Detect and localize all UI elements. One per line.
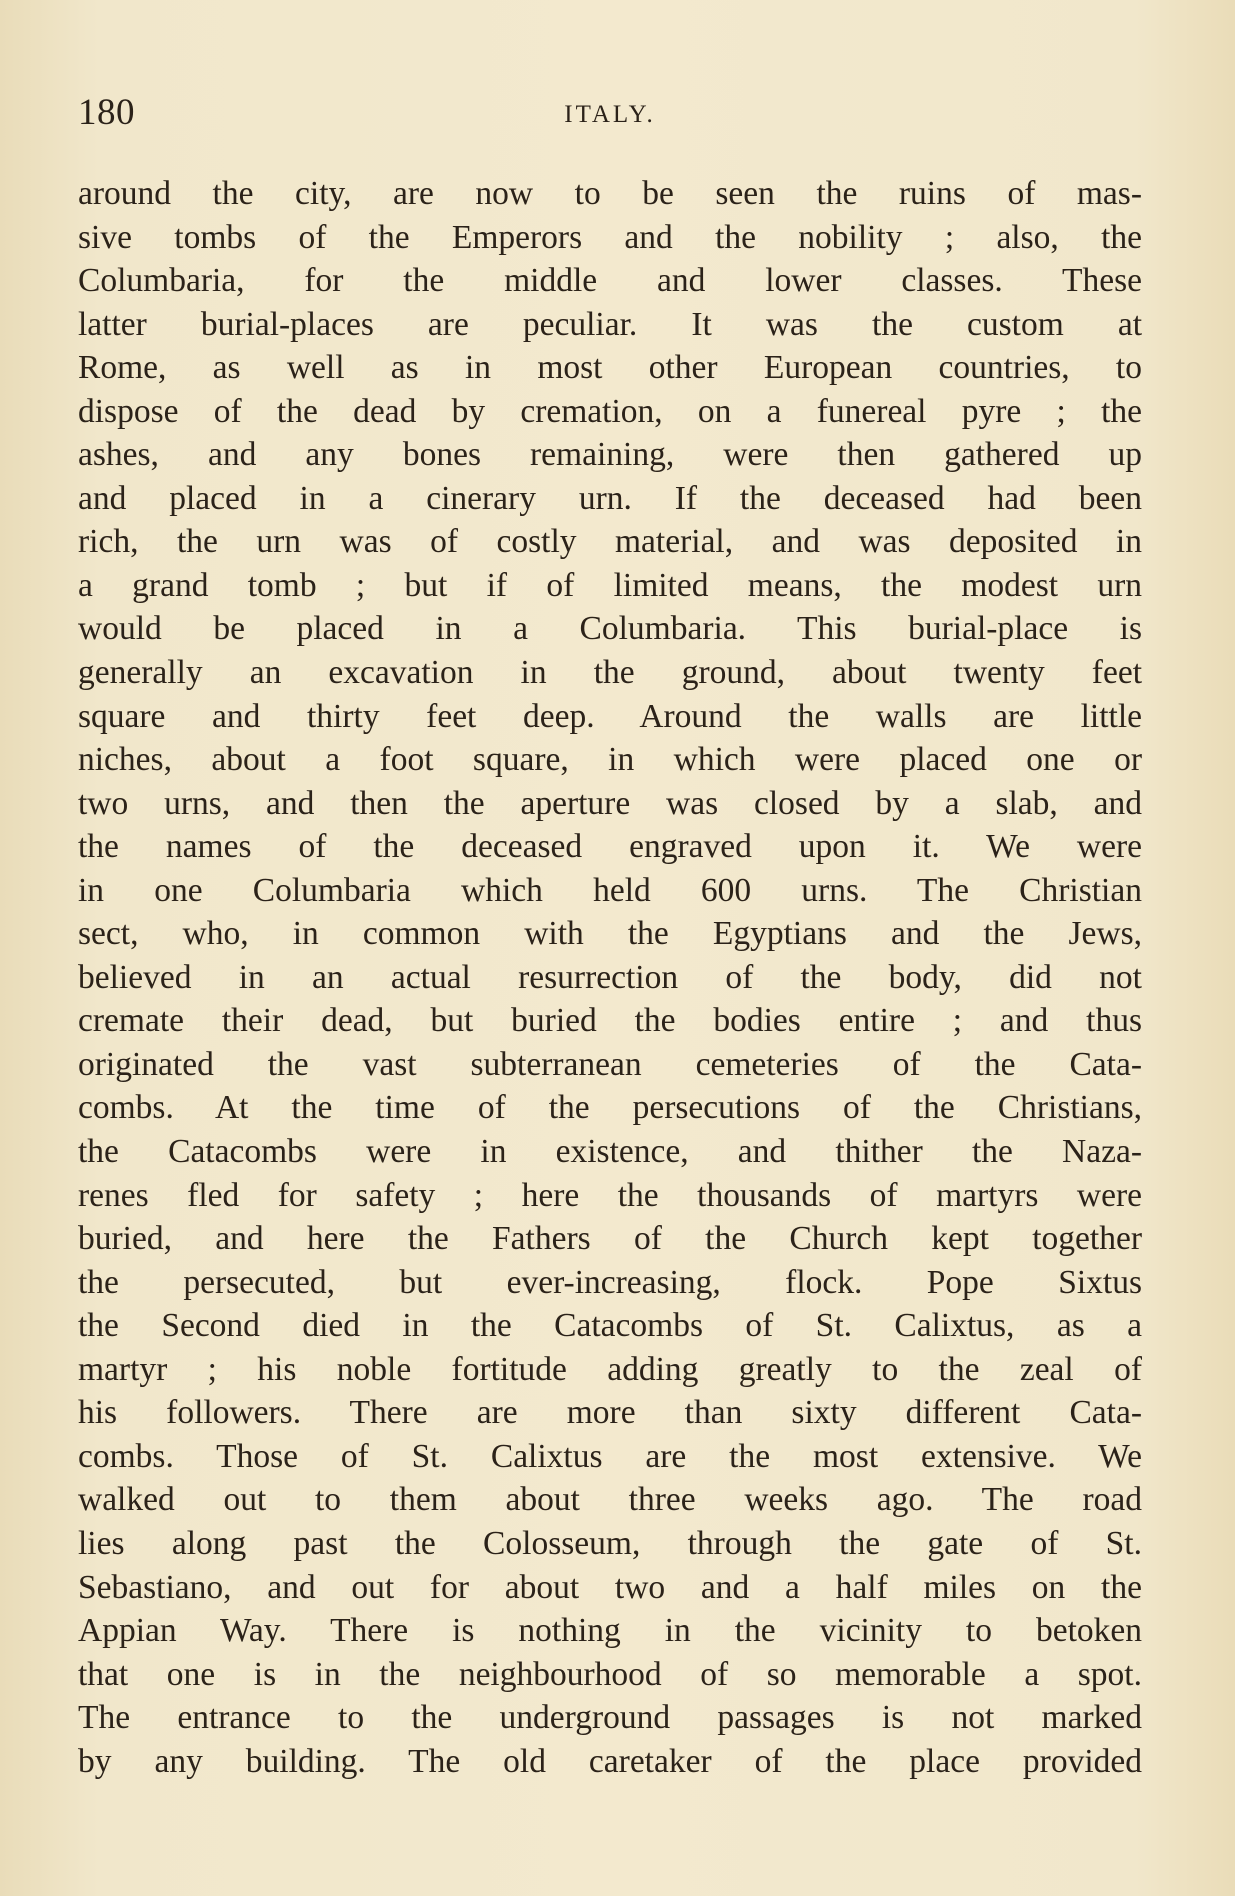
text-line: a grand tomb ; but if of limited means, the modest urn bbox=[78, 566, 1142, 604]
text-line: by any building. The old caretaker of the place provided bbox=[78, 1742, 1142, 1780]
text-line: buried, and here the Fathers of the Church kept together bbox=[78, 1220, 1142, 1258]
text-line: The entrance to the underground passages is not marked bbox=[78, 1699, 1142, 1737]
text-line: in one Columbaria which held 600 urns. The Christian bbox=[78, 871, 1142, 909]
text-line: the Catacombs were in existence, and thither the Naza- bbox=[78, 1133, 1142, 1171]
text-line: the persecuted, but ever-increasing, flock. Pope Sixtus bbox=[78, 1263, 1142, 1301]
text-line: would be placed in a Columbaria. This burial-place is bbox=[78, 610, 1142, 648]
text-line: originated the vast subterranean cemeteries of the Cata- bbox=[78, 1045, 1142, 1083]
text-line: renes fled for safety ; here the thousands of martyrs were bbox=[78, 1176, 1142, 1214]
text-line: the names of the deceased engraved upon it. We were bbox=[78, 828, 1142, 866]
text-line: martyr ; his noble fortitude adding greatly to the zeal of bbox=[78, 1350, 1142, 1388]
text-line: square and thirty feet deep. Around the walls are little bbox=[78, 697, 1142, 735]
text-line: walked out to them about three weeks ago. The road bbox=[78, 1481, 1142, 1519]
text-line: and placed in a cinerary urn. If the deceased had been bbox=[78, 479, 1142, 517]
text-line: cremate their dead, but buried the bodies entire ; and thus bbox=[78, 1002, 1142, 1040]
text-line: sect, who, in common with the Egyptians and the Jews, bbox=[78, 915, 1142, 953]
text-line: his followers. There are more than sixty different Cata- bbox=[78, 1394, 1142, 1432]
text-line: combs. At the time of the persecutions of the Christians, bbox=[78, 1089, 1142, 1127]
text-line: that one is in the neighbourhood of so memorable a spot. bbox=[78, 1655, 1142, 1693]
text-line: lies along past the Colosseum, through the gate of St. bbox=[78, 1524, 1142, 1562]
text-line: sive tombs of the Emperors and the nobility ; also, the bbox=[78, 218, 1142, 256]
text-line: around the city, are now to be seen the ruins of mas- bbox=[78, 175, 1142, 212]
text-line: Sebastiano, and out for about two and a half miles on the bbox=[78, 1568, 1142, 1606]
text-line: dispose of the dead by cremation, on a funereal pyre ; the bbox=[78, 392, 1142, 430]
text-line: two urns, and then the aperture was closed by a slab, and bbox=[78, 784, 1142, 822]
text-line: the Second died in the Catacombs of St. Calixtus, as a bbox=[78, 1307, 1142, 1345]
text-line: Rome, as well as in most other European countries, to bbox=[78, 349, 1142, 387]
text-line: believed in an actual resurrection of the body, did not bbox=[78, 958, 1142, 996]
text-line: generally an excavation in the ground, about twenty feet bbox=[78, 654, 1142, 692]
text-line: combs. Those of St. Calixtus are the most extensive. We bbox=[78, 1437, 1142, 1475]
text-line: Columbaria, for the middle and lower classes. These bbox=[78, 262, 1142, 300]
text-line: rich, the urn was of costly material, and was deposited in bbox=[78, 523, 1142, 561]
page-header bbox=[78, 88, 1142, 138]
text-line: ashes, and any bones remaining, were then gathered up bbox=[78, 436, 1142, 474]
body-text bbox=[78, 172, 1142, 1783]
text-line: niches, about a foot square, in which were placed one or bbox=[78, 741, 1142, 779]
page-number: 180 bbox=[78, 92, 135, 133]
running-head: ITALY. bbox=[564, 101, 656, 128]
text-line: Appian Way. There is nothing in the vicinity to betoken bbox=[78, 1612, 1142, 1650]
text-line: latter burial-places are peculiar. It was the custom at bbox=[78, 305, 1142, 343]
